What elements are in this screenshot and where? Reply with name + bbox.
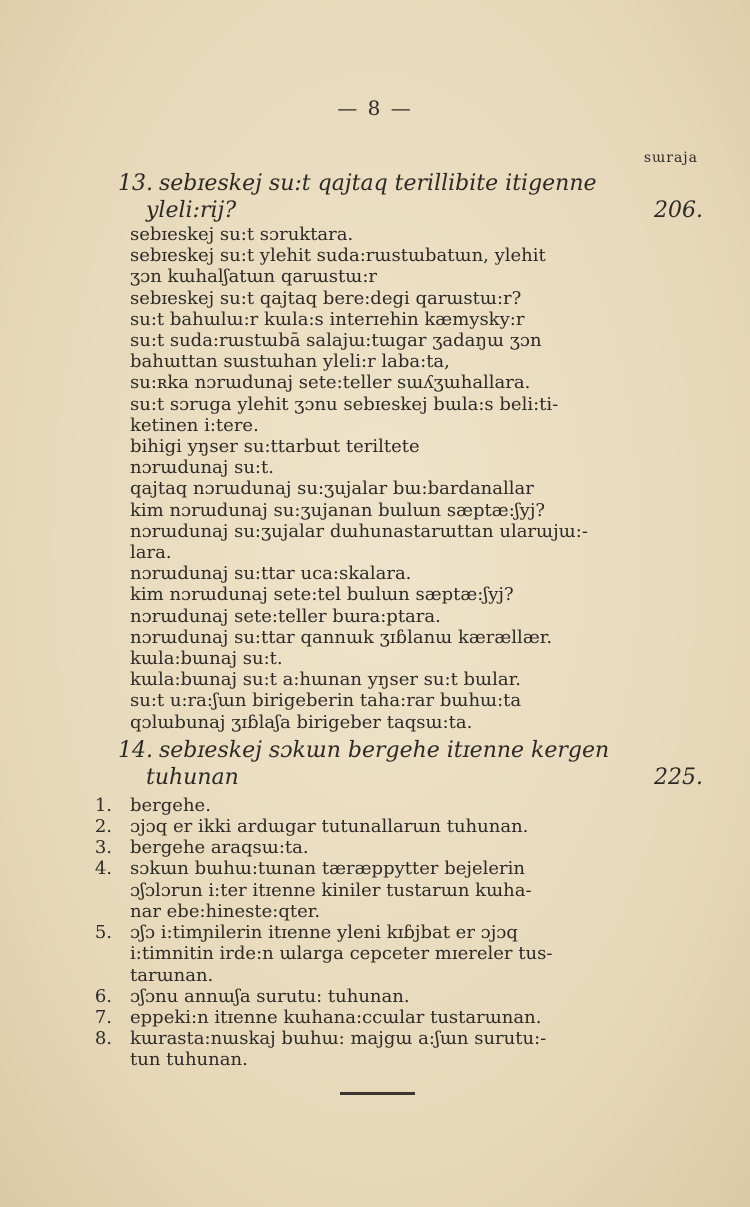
text-line: sebɪeskej su:t ylehit suda:rɯstɯbatɯn, ylehit: [130, 245, 546, 267]
text-line: ʒɔn kɯhalʃatɯn qarɯstɯ:r: [130, 266, 377, 288]
section-14-title-line1: sebɪeskej sɔkɯn bergehe itɪenne kergen: [159, 737, 610, 763]
text-line: sebɪeskej su:t sɔruktara.: [130, 224, 354, 245]
text-line: nɔrɯdunaj su:t.: [130, 457, 274, 479]
text-line: kɯla:bɯnaj su:t.: [130, 648, 283, 670]
section-14-title-line2: tuhunan: [146, 764, 239, 790]
text-line: kim nɔrɯdunaj su:ʒujanan bɯlɯn sæptæ:ʃyj?: [130, 499, 546, 521]
list-item: 6. ɔʃɔnu annɯʃa surutu: tuhunan.: [94, 985, 410, 1007]
list-item: 5. ɔʃɔ i:timɲilerin itɪenne yleni kɪɓjbat er ɔjɔq i:timnitin irde:n ɯlarga cepceter mɪereler tus- tarɯnan.: [94, 922, 553, 986]
section-14-number: 14.: [118, 737, 153, 763]
text-line: nɔrɯdunaj su:ttar qannɯk ʒɪɓlanɯ kærællær.: [130, 626, 553, 648]
text-line: nɔrɯdunaj su:ʒujalar dɯhunastarɯttan ularɯjɯ:-: [130, 520, 588, 542]
section-13-number: 13.: [118, 171, 153, 196]
text-line: su:t bahɯlɯ:r kɯla:s interɪehin kæmysky:r: [130, 308, 525, 330]
text-line: sebɪeskej su:t qajtaq bere:degi qarɯstɯ:r?: [130, 287, 522, 309]
section-14-heading: [118, 737, 703, 791]
text-line: lara.: [130, 542, 172, 564]
text-line: kɯla:bɯnaj su:t a:hɯnan yŋser su:t bɯlar.: [130, 669, 521, 691]
text-line: nɔrɯdunaj sete:teller bɯra:ptara.: [130, 605, 441, 627]
running-head-label: sɯraja: [643, 150, 698, 166]
section-13-title-line2: yleli:rij?: [146, 198, 237, 223]
text-line: ketinen i:tere.: [130, 414, 259, 436]
list-item: 4. sɔkɯn bɯhɯ:tɯnan tæræppytter bejelerin ɔʃɔlɔrun i:ter itɪenne kiniler tustarɯn kɯha- nar ebe:hineste:qter.: [94, 858, 532, 922]
text-line: bahɯttan sɯstɯhan yleli:r laba:ta,: [130, 351, 450, 373]
end-rule-divider: [340, 1092, 415, 1095]
list-item: 3. bergehe araqsɯ:ta.: [94, 837, 309, 859]
text-line: qɔlɯbunaj ʒɪɓlaʃa birigeber taqsɯ:ta.: [130, 711, 473, 733]
section-13-heading: [118, 170, 703, 224]
text-line: su:t sɔruga ylehit ʒɔnu sebɪeskej bɯla:s beli:ti-: [130, 393, 559, 415]
list-item: 7. eppeki:n itɪenne kɯhana:ccɯlar tustarɯnan.: [94, 1006, 542, 1028]
text-line: su:ʀka nɔrɯdunaj sete:teller sɯʎʒɯhallara.: [130, 372, 531, 394]
text-line: bihigi yŋser su:ttarbɯt teriltete: [130, 436, 420, 458]
section-13-page-ref: 206.: [654, 198, 703, 223]
list-item: 8. kɯrasta:nɯskaj bɯhɯ: majgɯ a:ʃɯn surutu:- tun tuhunan.: [94, 1028, 547, 1071]
text-line: su:t u:ra:ʃɯn birigeberin taha:rar bɯhɯ:ta: [130, 690, 522, 712]
section-14-page-ref: 225.: [654, 764, 703, 790]
text-line: kim nɔrɯdunaj sete:tel bɯlɯn sæptæ:ʃyj?: [130, 584, 514, 606]
section-13-body: [118, 224, 703, 733]
list-item: 2. ɔjɔq er ikki ardɯgar tutunallarɯn tuhunan.: [94, 816, 529, 838]
section-14-list: [94, 794, 703, 1071]
page-number: — 8 —: [337, 96, 413, 120]
page-content: [94, 170, 703, 1071]
section-13-title-line1: sebɪeskej su:t qajtaq terillibite itigenne: [159, 171, 597, 196]
list-item: 1. bergehe.: [94, 794, 211, 816]
text-line: su:t suda:rɯstɯbā salajɯ:tɯgar ʒadaŋɯ ʒɔn: [130, 330, 542, 352]
text-line: nɔrɯdunaj su:ttar uca:skalara.: [130, 563, 412, 585]
text-line: qajtaq nɔrɯdunaj su:ʒujalar bɯ:bardanallar: [130, 478, 534, 500]
